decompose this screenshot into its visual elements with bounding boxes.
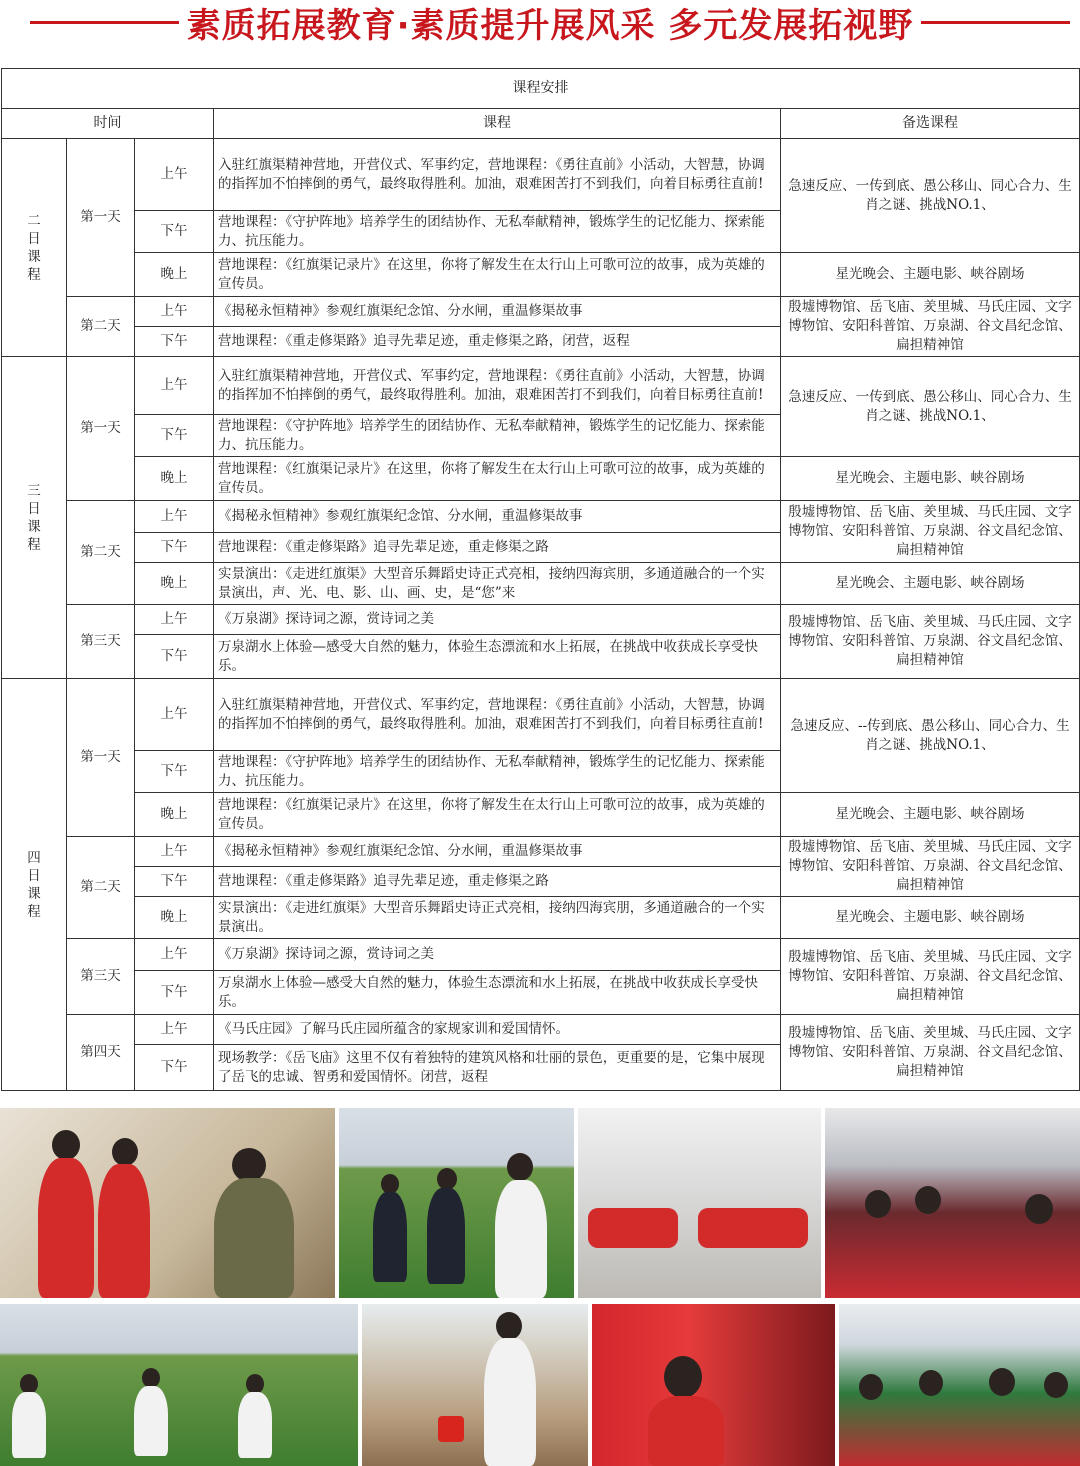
alt-cell: 星光晚会、主题电影、峡谷剧场 [781, 563, 1080, 605]
alt-cell: 急速反应、一传到底、愚公移山、同心合力、生肖之谜、挑战NO.1、 [781, 139, 1080, 253]
alt-cell: 星光晚会、主题电影、峡谷剧场 [781, 793, 1080, 837]
segment-label: 晚上 [135, 563, 214, 605]
course-cell: 《万泉湖》探诗词之源，赏诗词之美 [214, 939, 781, 971]
course-cell: 《万泉湖》探诗词之源，赏诗词之美 [214, 605, 781, 635]
course-cell: 营地课程：《守护阵地》培养学生的团结协作、无私奉献精神，锻炼学生的记忆能力、探索能力、抗压能力。 [214, 751, 781, 793]
alt-cell: 殷墟博物馆、岳飞庙、羑里城、马氏庄园、文字博物馆、安阳科普馆、万泉湖、谷文昌纪念馆、扁担精神馆 [781, 501, 1080, 563]
course-cell: 入驻红旗渠精神营地，开营仪式、军事约定，营地课程：《勇往直前》小活动，大智慧，协调的指挥加不怕摔倒的勇气，最终取得胜利。加油，艰难困苦打不到我们，向着目标勇往直前! [214, 357, 781, 415]
course-cell: 万泉湖水上体验—感受大自然的魅力，体验生态漂流和水上拓展，在挑战中收获成长享受快乐。 [214, 971, 781, 1015]
page-banner [0, 0, 1080, 44]
course-cell: 现场教学：《岳飞庙》这里不仅有着独特的建筑风格和壮丽的景色，更重要的是，它集中展现了岳飞的忠诚、智勇和爱国情怀。闭营，返程 [214, 1045, 781, 1091]
segment-label: 上午 [135, 837, 214, 867]
segment-label: 下午 [135, 751, 214, 793]
alt-cell: 星光晚会、主题电影、峡谷剧场 [781, 457, 1080, 501]
day-label: 第一天 [67, 139, 135, 297]
segment-label: 晚上 [135, 457, 214, 501]
segment-label: 下午 [135, 211, 214, 253]
assembly-photo [839, 1304, 1080, 1466]
day-label: 第四天 [67, 1015, 135, 1091]
segment-label: 下午 [135, 971, 214, 1015]
hall-activity-photo [578, 1108, 821, 1298]
banner-right-rule [921, 21, 1070, 24]
course-cell: 营地课程：《重走修渠路》追寻先辈足迹，重走修渠之路 [214, 867, 781, 897]
tree-planting-photo [362, 1304, 588, 1466]
course-cell: 入驻红旗渠精神营地，开营仪式、军事约定，营地课程：《勇往直前》小活动，大智慧，协调的指挥加不怕摔倒的勇气，最终取得胜利。加油，艰难困苦打不到我们，向着目标勇往直前! [214, 679, 781, 751]
course-cell: 实景演出：《走进红旗渠》大型音乐舞蹈史诗正式亮相，接纳四海宾朋，多通道融合的一个实景演出。 [214, 897, 781, 939]
course-cell: 营地课程：《重走修渠路》追寻先辈足迹，重走修渠之路 [214, 533, 781, 563]
segment-label: 上午 [135, 605, 214, 635]
day-label: 第一天 [67, 679, 135, 837]
course-cell: 《揭秘永恒精神》参观红旗渠纪念馆、分水闸，重温修渠故事 [214, 837, 781, 867]
segment-label: 下午 [135, 327, 214, 357]
banner-left-rule [30, 21, 179, 24]
category-two-day: 二日课程 [2, 139, 67, 357]
day-label: 第二天 [67, 837, 135, 939]
schedule-table [1, 68, 1080, 1091]
segment-label: 晚上 [135, 253, 214, 297]
segment-label: 上午 [135, 939, 214, 971]
segment-label: 上午 [135, 297, 214, 327]
alt-cell: 殷墟博物馆、岳飞庙、羑里城、马氏庄园、文字博物馆、安阳科普馆、万泉湖、谷文昌纪念馆、扁担精神馆 [781, 605, 1080, 679]
course-cell: 《马氏庄园》了解马氏庄园所蕴含的家规家训和爱国情怀。 [214, 1015, 781, 1045]
segment-label: 下午 [135, 867, 214, 897]
cup-stacking-photo [825, 1108, 1080, 1298]
category-four-day: 四日课程 [2, 679, 67, 1091]
day-label: 第二天 [67, 297, 135, 357]
alt-cell: 星光晚会、主题电影、峡谷剧场 [781, 253, 1080, 297]
course-cell: 万泉湖水上体验—感受大自然的魅力，体验生态漂流和水上拓展，在挑战中收获成长享受快乐。 [214, 635, 781, 679]
day-label: 第三天 [67, 939, 135, 1015]
table-title: 课程安排 [2, 69, 1080, 109]
segment-label: 下午 [135, 415, 214, 457]
segment-label: 上午 [135, 679, 214, 751]
header-course: 课程 [214, 109, 781, 139]
segment-label: 晚上 [135, 897, 214, 939]
alt-cell: 星光晚会、主题电影、峡谷剧场 [781, 897, 1080, 939]
header-alt: 备选课程 [781, 109, 1080, 139]
segment-label: 上午 [135, 139, 214, 211]
day-label: 第一天 [67, 357, 135, 501]
segment-label: 上午 [135, 1015, 214, 1045]
segment-label: 下午 [135, 533, 214, 563]
dorm-photo [0, 1108, 335, 1298]
segment-label: 上午 [135, 357, 214, 415]
course-cell: 入驻红旗渠精神营地，开营仪式、军事约定，营地课程：《勇往直前》小活动，大智慧，协调的指挥加不怕摔倒的勇气，最终取得胜利。加油，艰难困苦打不到我们，向着目标勇往直前! [214, 139, 781, 211]
course-cell: 营地课程：《红旗渠记录片》在这里，你将了解发生在太行山上可歌可泣的故事，成为英雄的宣传员。 [214, 793, 781, 837]
segment-label: 下午 [135, 1045, 214, 1091]
day-label: 第二天 [67, 501, 135, 605]
course-cell: 营地课程：《重走修渠路》追寻先辈足迹，重走修渠之路，闭营，返程 [214, 327, 781, 357]
course-cell: 营地课程：《红旗渠记录片》在这里，你将了解发生在太行山上可歌可泣的故事，成为英雄的宣传员。 [214, 253, 781, 297]
segment-label: 晚上 [135, 793, 214, 837]
field-game-photo [0, 1304, 358, 1466]
course-cell: 营地课程：《红旗渠记录片》在这里，你将了解发生在太行山上可歌可泣的故事，成为英雄的宣传员。 [214, 457, 781, 501]
course-cell: 实景演出：《走进红旗渠》大型音乐舞蹈史诗正式亮相，接纳四海宾朋，多通道融合的一个实景演出，声、光、电、影、山、画、史，是“您”来 [214, 563, 781, 605]
alt-cell: 殷墟博物馆、岳飞庙、羑里城、马氏庄园、文字博物馆、安阳科普馆、万泉湖、谷文昌纪念馆、扁担精神馆 [781, 939, 1080, 1015]
flag-oath-photo [592, 1304, 835, 1466]
segment-label: 上午 [135, 501, 214, 533]
day-label: 第三天 [67, 605, 135, 679]
course-cell: 《揭秘永恒精神》参观红旗渠纪念馆、分水闸，重温修渠故事 [214, 297, 781, 327]
photo-gallery [0, 1108, 1080, 1466]
alt-cell: 急速反应、一传到底、愚公移山、同心合力、生肖之谜、挑战NO.1、 [781, 357, 1080, 457]
alt-cell: 急速反应、--传到底、愚公移山、同心合力、生肖之谜、挑战NO.1、 [781, 679, 1080, 793]
segment-label: 下午 [135, 635, 214, 679]
field-rope-photo [339, 1108, 574, 1298]
course-cell: 营地课程：《守护阵地》培养学生的团结协作、无私奉献精神，锻炼学生的记忆能力、探索能力、抗压能力。 [214, 415, 781, 457]
alt-cell: 殷墟博物馆、岳飞庙、羑里城、马氏庄园、文字博物馆、安阳科普馆、万泉湖、谷文昌纪念馆、扁担精神馆 [781, 837, 1080, 897]
banner-title: 素质拓展教育·素质提升展风采 多元发展拓视野 [186, 5, 914, 46]
alt-cell: 殷墟博物馆、岳飞庙、羑里城、马氏庄园、文字博物馆、安阳科普馆、万泉湖、谷文昌纪念馆、扁担精神馆 [781, 1015, 1080, 1091]
course-cell: 营地课程：《守护阵地》培养学生的团结协作、无私奉献精神，锻炼学生的记忆能力、探索能力、抗压能力。 [214, 211, 781, 253]
alt-cell: 殷墟博物馆、岳飞庙、羑里城、马氏庄园、文字博物馆、安阳科普馆、万泉湖、谷文昌纪念馆、扁担精神馆 [781, 297, 1080, 357]
category-three-day: 三日课程 [2, 357, 67, 679]
header-time: 时间 [2, 109, 214, 139]
course-cell: 《揭秘永恒精神》参观红旗渠纪念馆、分水闸，重温修渠故事 [214, 501, 781, 533]
